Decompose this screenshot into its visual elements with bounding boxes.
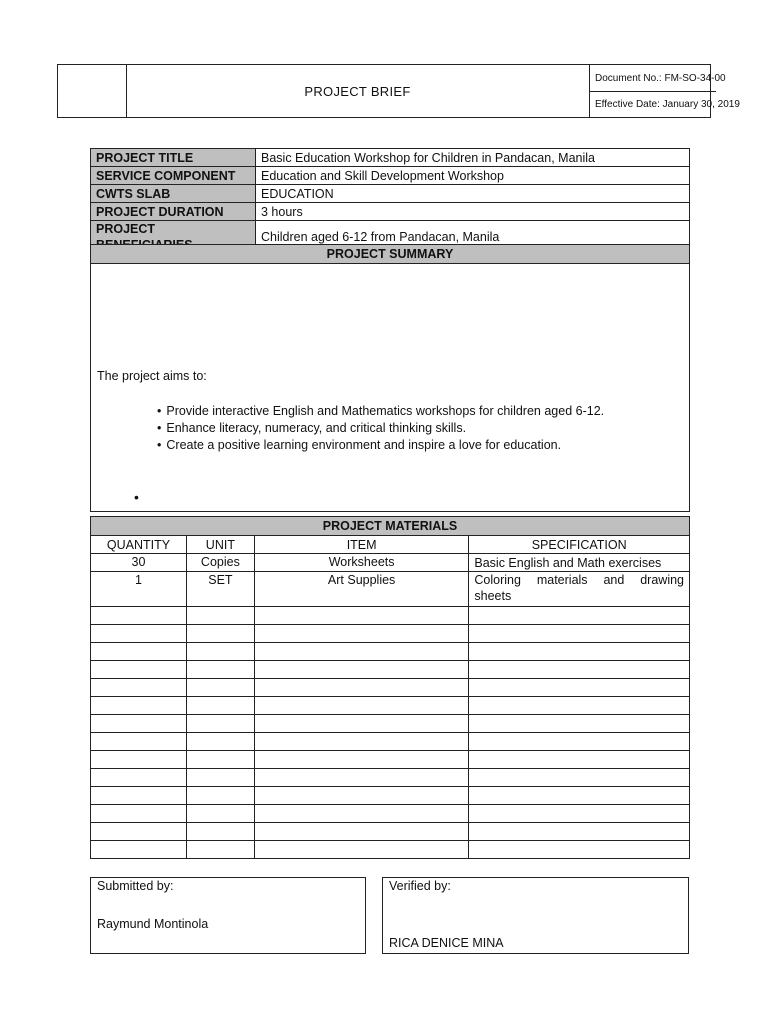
submitted-by-box — [90, 877, 366, 954]
project-summary-section — [90, 244, 690, 512]
cell-quantity: 1 — [91, 572, 187, 607]
empty-row — [91, 823, 690, 841]
empty-row — [91, 805, 690, 823]
document-number: Document No.: FM-SO-34-00 — [590, 65, 716, 92]
empty-row — [91, 841, 690, 859]
empty-row — [91, 715, 690, 733]
column-header-quantity: QUANTITY — [91, 536, 187, 554]
empty-row — [91, 643, 690, 661]
cell-quantity: 30 — [91, 554, 187, 572]
info-value: EDUCATION — [256, 185, 690, 203]
empty-row — [91, 697, 690, 715]
column-header-item: ITEM — [254, 536, 469, 554]
cell-unit: SET — [186, 572, 254, 607]
empty-row — [91, 733, 690, 751]
verified-by-label: Verified by: — [389, 879, 451, 893]
cell-item: Art Supplies — [254, 572, 469, 607]
info-value: Education and Skill Development Workshop — [256, 167, 690, 185]
info-label: PROJECT — [91, 221, 256, 254]
project-materials-table — [90, 516, 690, 859]
materials-column-headers — [91, 536, 690, 554]
empty-row — [91, 787, 690, 805]
empty-bullet: • — [134, 489, 139, 505]
info-row-service-component — [91, 167, 690, 185]
column-header-unit: UNIT — [186, 536, 254, 554]
summary-heading: PROJECT SUMMARY — [91, 245, 689, 264]
cell-specification: Coloring materials and drawing sheets — [469, 572, 690, 607]
summary-bullet: • Provide interactive English and Mathematics workshops for children aged 6-12. — [157, 403, 604, 420]
empty-row — [91, 769, 690, 787]
empty-row — [91, 607, 690, 625]
info-label: SERVICE COMPONENT — [91, 167, 256, 185]
table-row — [91, 572, 690, 607]
empty-row — [91, 751, 690, 769]
info-label: PROJECT DURATION — [91, 203, 256, 221]
info-label: CWTS SLAB — [91, 185, 256, 203]
verified-by-name: RICA DENICE MINA — [389, 936, 504, 950]
summary-bullet: • Enhance literacy, numeracy, and critical thinking skills. — [157, 420, 604, 437]
info-row-title — [91, 149, 690, 167]
verified-by-box — [382, 877, 689, 954]
summary-bullet-list — [157, 403, 604, 454]
table-row — [91, 554, 690, 572]
info-value: Children aged 6-12 from Pandacan, Manila — [256, 221, 690, 254]
submitted-by-label: Submitted by: — [97, 879, 174, 893]
info-label: PROJECT TITLE — [91, 149, 256, 167]
info-value: Basic Education Workshop for Children in Pandacan, Manila — [256, 149, 690, 167]
column-header-specification: SPECIFICATION — [469, 536, 690, 554]
summary-intro: The project aims to: — [97, 369, 207, 383]
materials-heading: PROJECT MATERIALS — [91, 517, 690, 536]
empty-row — [91, 625, 690, 643]
document-header — [57, 64, 740, 118]
summary-bullet: • Create a positive learning environment and inspire a love for education. — [157, 437, 604, 454]
logo-placeholder — [58, 65, 127, 117]
info-row-duration — [91, 203, 690, 221]
cell-item: Worksheets — [254, 554, 469, 572]
info-row-cwts-slab — [91, 185, 690, 203]
empty-row — [91, 679, 690, 697]
cell-unit: Copies — [186, 554, 254, 572]
document-title: PROJECT BRIEF — [126, 65, 590, 117]
submitted-by-name: Raymund Montinola — [97, 917, 209, 931]
empty-row — [91, 661, 690, 679]
cell-specification: Basic English and Math exercises — [469, 554, 690, 572]
effective-date: Effective Date: January 30, 2019 — [595, 98, 740, 110]
info-value: 3 hours — [256, 203, 690, 221]
project-info-table — [90, 148, 690, 254]
